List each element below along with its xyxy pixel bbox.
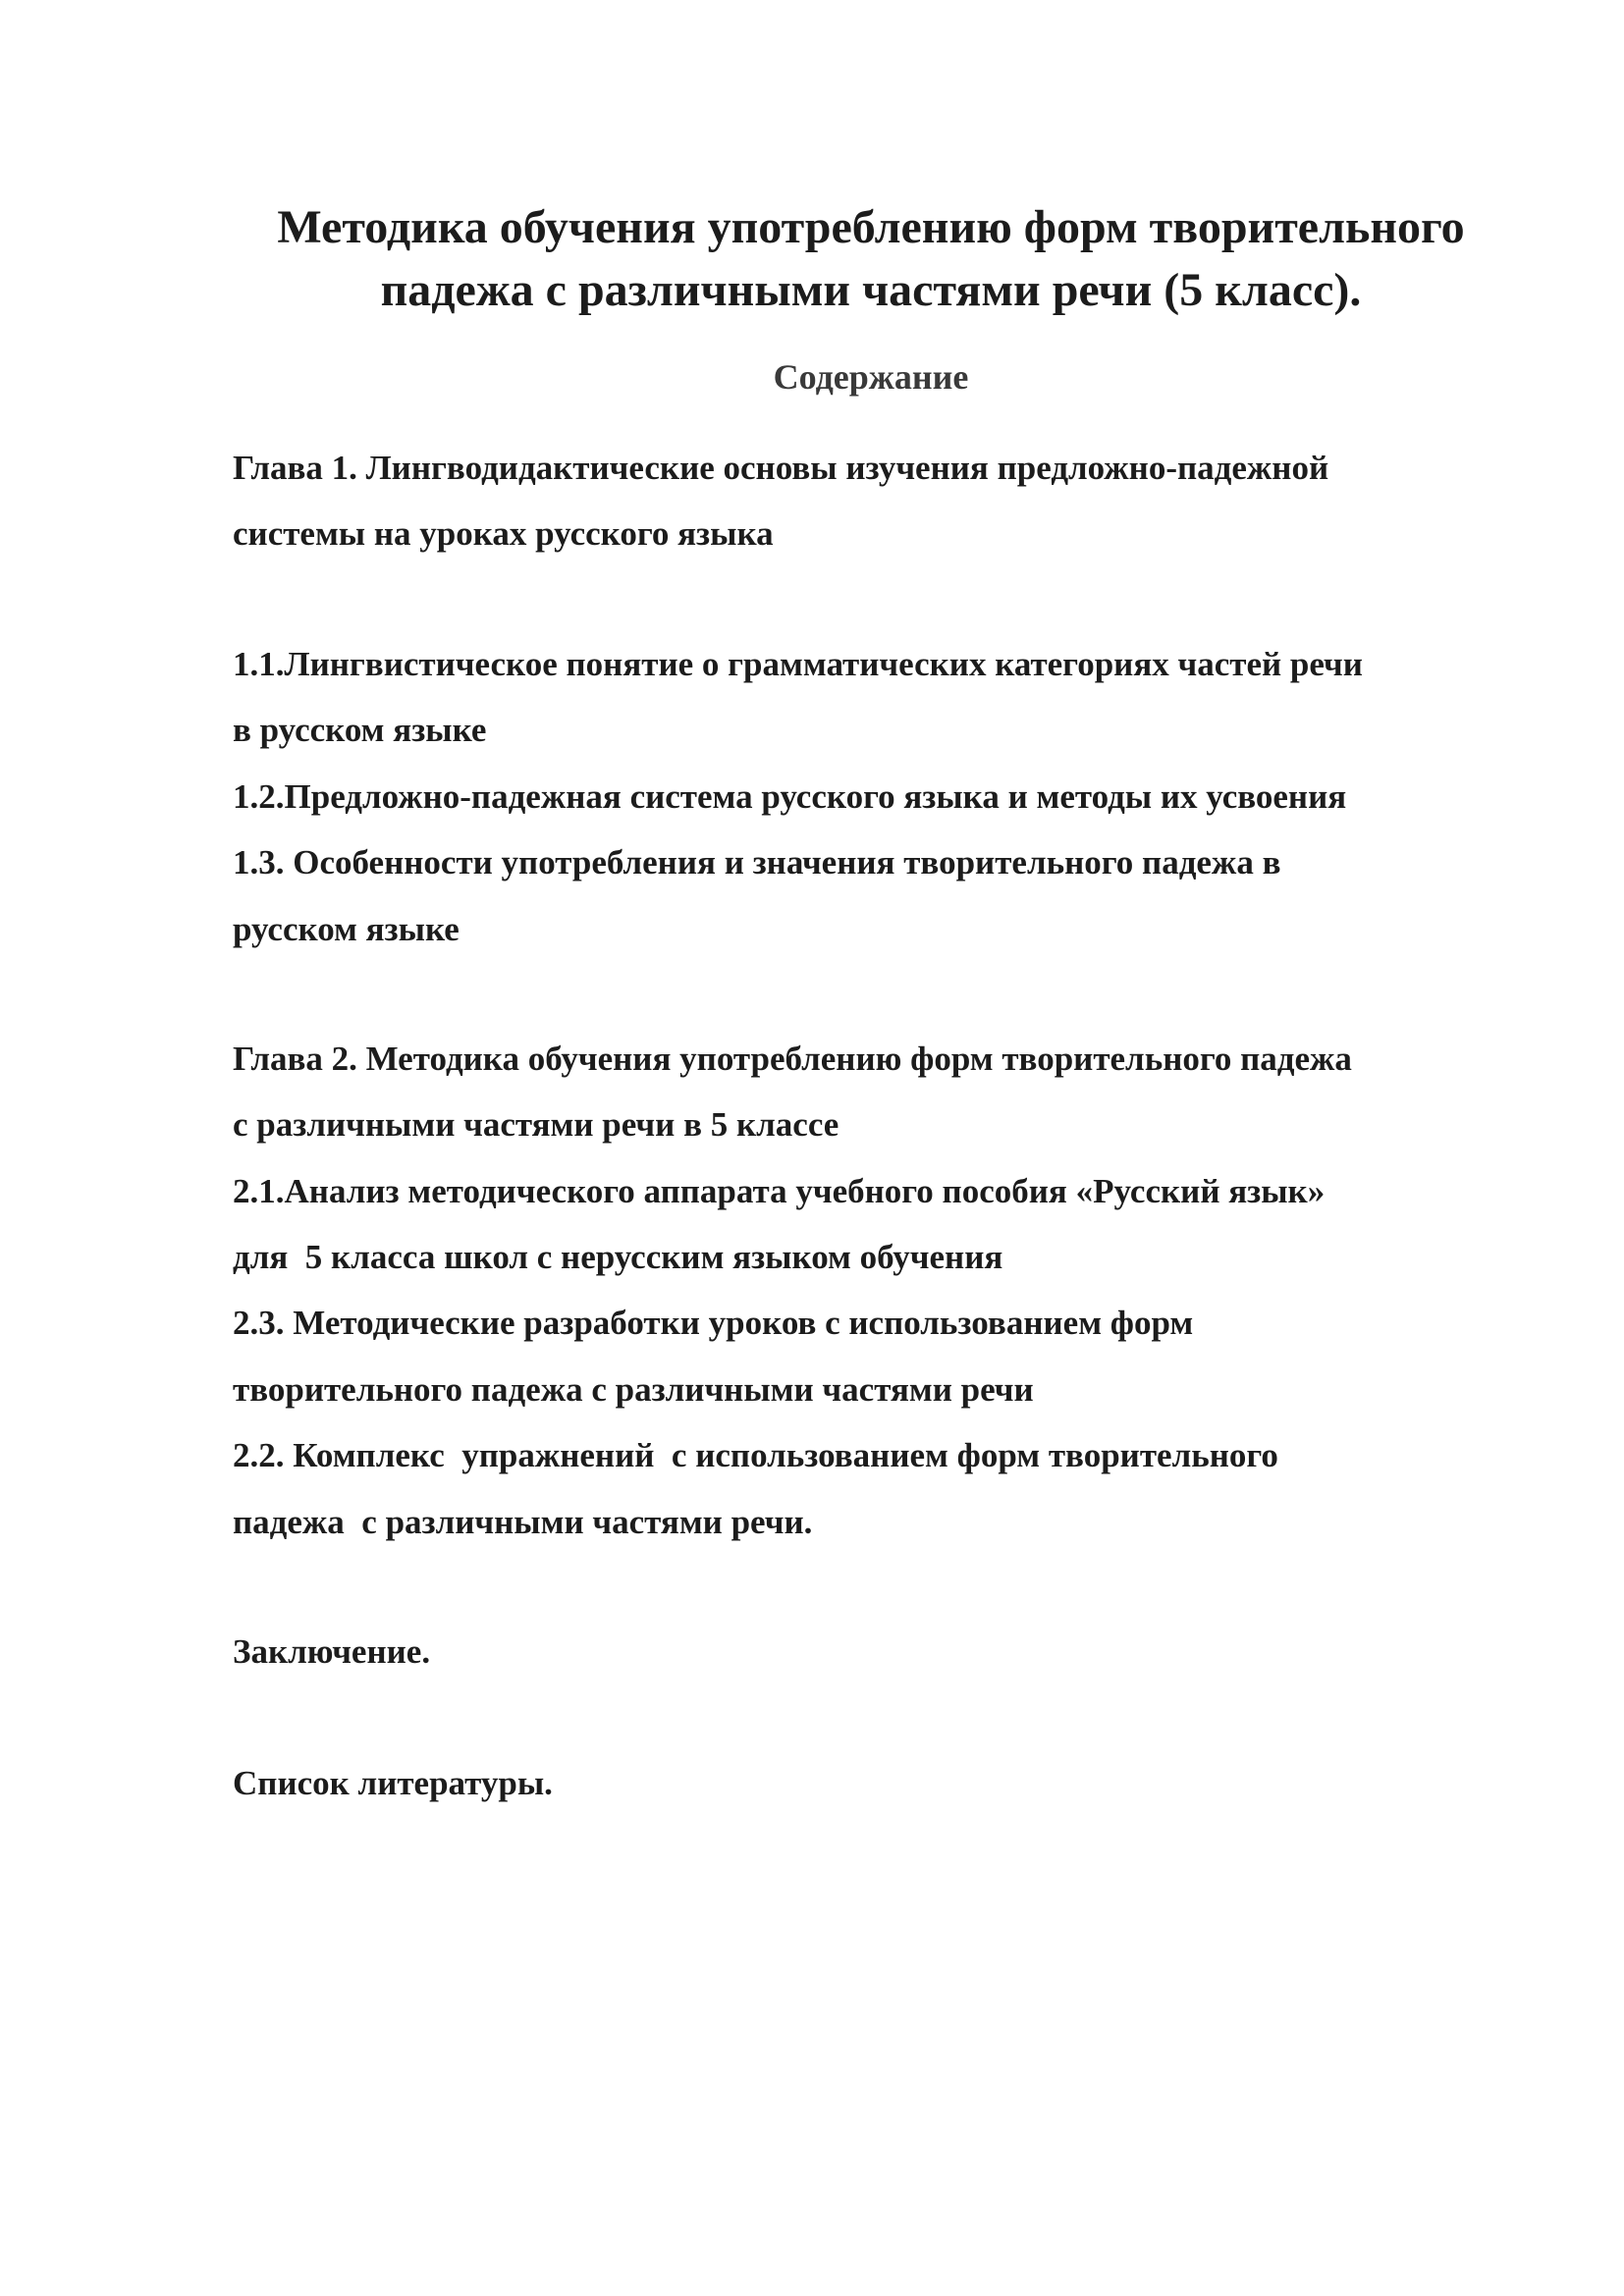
toc-item-1-2: 1.2.Предложно-падежная система русского языка и методы их усвоения: [233, 777, 1347, 816]
toc-bibliography: Список литературы.: [233, 1764, 553, 1802]
toc-item-1-1-line-2: в русском языке: [233, 711, 487, 749]
contents-heading: Содержание: [773, 357, 969, 397]
toc-item-1-3-line-2: русском языке: [233, 910, 460, 948]
toc-chapter-2-line-2: с различными частями речи в 5 классе: [233, 1105, 839, 1144]
toc-item-2-2-line-1: 2.2. Комплекс упражнений с использованием форм творительного: [233, 1436, 1278, 1474]
toc-item-2-1-line-2: для 5 класса школ с нерусским языком обучения: [233, 1238, 1003, 1276]
toc-item-1-1-line-1: 1.1.Лингвистическое понятие о грамматических категориях частей речи: [233, 645, 1363, 683]
toc-item-2-1-line-1: 2.1.Анализ методического аппарата учебного пособия «Русский язык»: [233, 1172, 1326, 1210]
toc-item-2-3-line-2: творительного падежа с различными частями речи: [233, 1370, 1034, 1409]
toc-item-2-3-line-1: 2.3. Методические разработки уроков с использованием форм: [233, 1304, 1194, 1342]
title-line-2: падежа с различными частями речи (5 класс).: [380, 264, 1362, 316]
toc-item-2-2-line-2: падежа с различными частями речи.: [233, 1503, 813, 1541]
toc-chapter-1-line-2: системы на уроках русского языка: [233, 514, 774, 553]
document-title: [196, 196, 1545, 322]
toc-chapter-2-line-1: Глава 2. Методика обучения употреблению форм творительного падежа: [233, 1040, 1352, 1078]
toc-conclusion: Заключение.: [233, 1632, 431, 1671]
toc-chapter-1-line-1: Глава 1. Лингводидактические основы изучения предложно-падежной: [233, 449, 1329, 487]
title-line-1: Методика обучения употреблению форм творительного: [277, 201, 1465, 253]
toc-item-1-3-line-1: 1.3. Особенности употребления и значения творительного падежа в: [233, 843, 1281, 881]
